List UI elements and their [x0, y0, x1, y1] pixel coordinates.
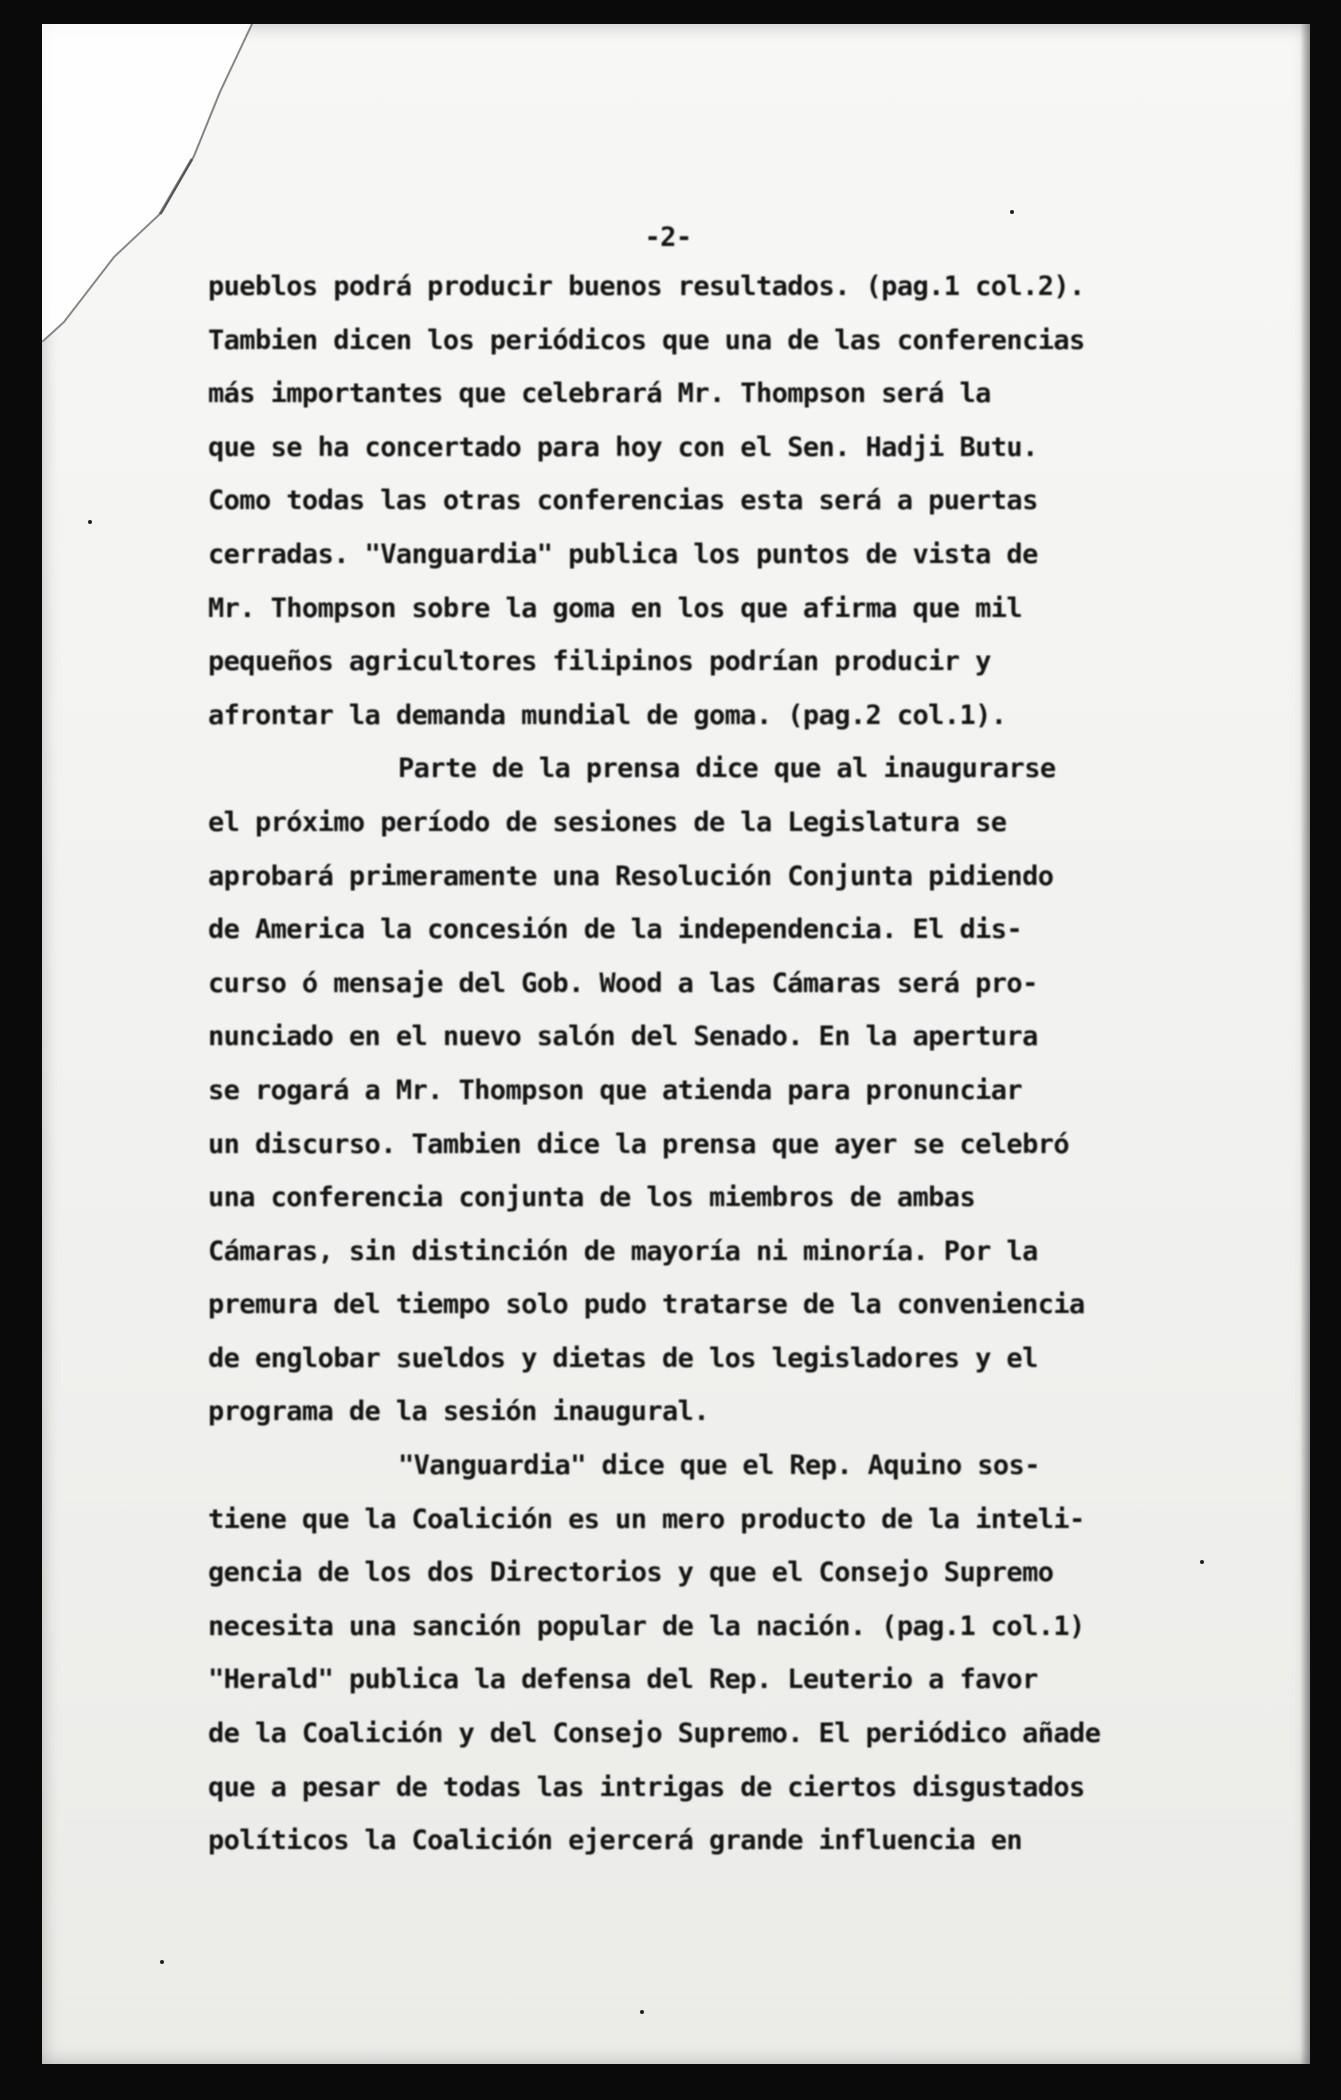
scan-speck — [1010, 210, 1014, 214]
text-line: que se ha concertado para hoy con el Sen. Hadji Butu. — [208, 431, 1038, 463]
text-line: nunciado en el nuevo salón del Senado. En la apertura — [208, 1021, 1038, 1053]
scan-speck — [640, 2010, 644, 2014]
text-line: premura del tiempo solo pudo tratarse de la conveniencia — [208, 1289, 1085, 1321]
text-line: curso ó mensaje del Gob. Wood a las Cámaras será pro- — [208, 967, 1038, 999]
text-line: se rogará a Mr. Thompson que atienda para pronunciar — [208, 1074, 1023, 1106]
text-line: Cámaras, sin distinción de mayoría ni minoría. Por la — [208, 1235, 1038, 1267]
paragraph-start-line: Parte de la prensa dice que al inaugurarse — [398, 753, 1056, 785]
text-line: más importantes que celebrará Mr. Thompson será la — [208, 378, 991, 410]
text-line: Mr. Thompson sobre la goma en los que afirma que mil — [208, 592, 1023, 624]
text-line: "Herald" publica la defensa del Rep. Leuterio a favor — [208, 1664, 1038, 1696]
typed-text — [208, 218, 1148, 1868]
text-line: pueblos podrá producir buenos resultados. (pag.1 col.2). — [208, 271, 1085, 302]
text-line: gencia de los dos Directorios y que el Consejo Supremo — [208, 1557, 1054, 1589]
text-line: de la Coalición y del Consejo Supremo. El periódico añade — [208, 1718, 1101, 1750]
text-line: que a pesar de todas las intrigas de ciertos disgustados — [208, 1771, 1085, 1803]
page-number: -2- — [644, 222, 692, 253]
text-line: pequeños agricultores filipinos podrían producir y — [208, 646, 991, 678]
text-line: cerradas. "Vanguardia" publica los puntos de vista de — [208, 538, 1038, 570]
paragraph-start-line: "Vanguardia" dice que el Rep. Aquino sos- — [398, 1450, 1040, 1482]
text-line: el próximo período de sesiones de la Legislatura se — [208, 806, 1007, 838]
text-line: un discurso. Tambien dice la prensa que ayer se celebró — [208, 1128, 1070, 1160]
text-line: necesita una sanción popular de la nación. (pag.1 col.1) — [208, 1610, 1085, 1642]
text-line: programa de la sesión inaugural. — [208, 1396, 709, 1428]
text-line: de englobar sueldos y dietas de los legisladores y el — [208, 1342, 1038, 1374]
page-edge-shadow — [1300, 24, 1310, 2064]
text-line: de America la concesión de la independencia. El dis- — [208, 914, 1023, 946]
scan-speck — [88, 520, 92, 524]
text-line: afrontar la demanda mundial de goma. (pag.2 col.1). — [208, 699, 1007, 731]
text-line: una conferencia conjunta de los miembros de ambas — [208, 1182, 976, 1214]
scan-speck — [160, 1960, 164, 1964]
text-line: tiene que la Coalición es un mero producto de la inteli- — [208, 1503, 1085, 1535]
scan-speck — [1200, 1560, 1204, 1564]
text-line: Tambien dicen los periódicos que una de las conferencias — [208, 324, 1085, 356]
text-line: Como todas las otras conferencias esta será a puertas — [208, 485, 1038, 517]
text-line: políticos la Coalición ejercerá grande influencia en — [208, 1825, 1023, 1857]
text-line: aprobará primeramente una Resolución Conjunta pidiendo — [208, 860, 1054, 892]
